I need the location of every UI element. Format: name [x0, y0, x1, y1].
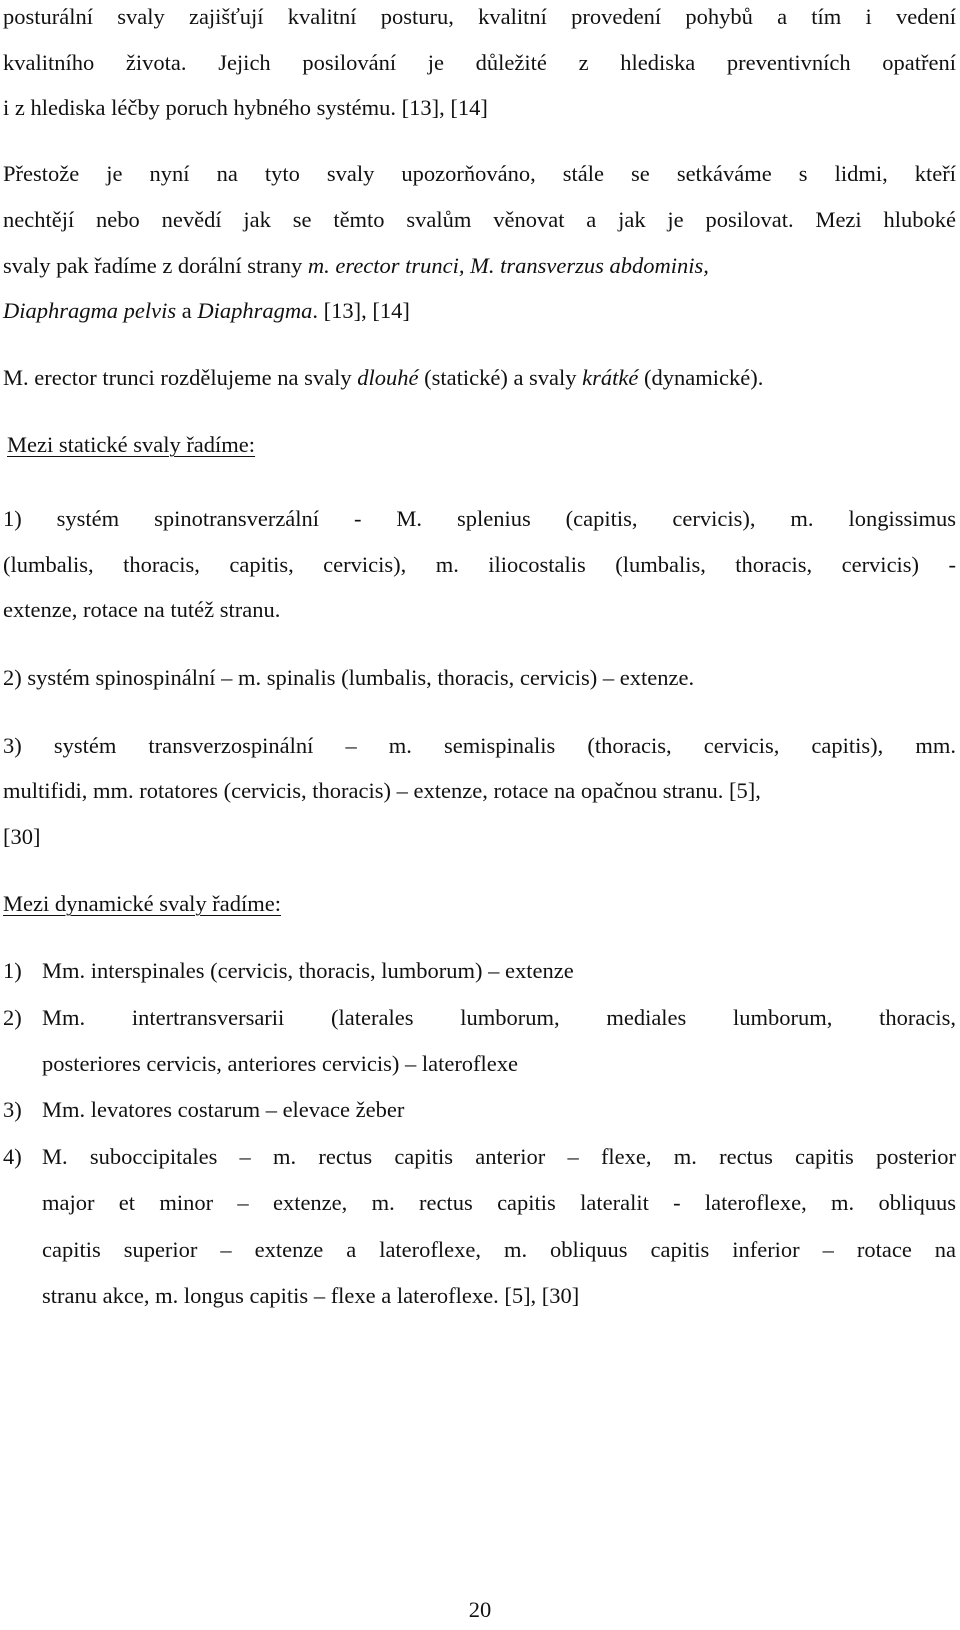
dynamic-item-2-line-1: Mm. intertransversarii (laterales lumborum, mediales lumborum, thoracis,: [42, 1005, 956, 1030]
static-item-1-line-1: 1) systém spinotransverzální - M. splenius (capitis, cervicis), m. longissimus: [3, 506, 956, 531]
dynamic-item-2-number: 2): [3, 1005, 22, 1030]
conjunction-text: a: [176, 298, 198, 323]
dynamic-muscles-heading: [3, 890, 956, 918]
muscle-names-italic: m. erector trunci, M. transverzus abdominis,: [307, 253, 709, 278]
static-muscles-heading: [7, 431, 960, 459]
paragraph-2-line-3-text: svaly pak řadíme z dorální strany: [3, 253, 308, 278]
dynamic-item-1-line-1: Mm. interspinales (cervicis, thoracis, lumborum) – extenze: [42, 958, 574, 983]
dynamic-item-1-number: 1): [3, 958, 22, 983]
paragraph-1-line-1: posturální svaly zajišťují kvalitní posturu, kvalitní provedení pohybů a tím i vedení: [3, 4, 956, 29]
static-item-3-line-1: 3) systém transverzospinální – m. semispinalis (thoracis, cervicis, capitis), mm.: [3, 733, 956, 758]
dynamic-item-4-line-3: capitis superior – extenze a lateroflexe, m. obliquus capitis inferior – rotace na: [42, 1237, 956, 1262]
static-item-1-line-3: extenze, rotace na tutéž stranu.: [3, 597, 281, 622]
dynamic-item-4-line-1: M. suboccipitales – m. rectus capitis anterior – flexe, m. rectus capitis posterior: [42, 1144, 956, 1169]
dynamic-muscles-heading-text: Mezi dynamické svaly řadíme:: [3, 891, 282, 916]
paragraph-2-line-2: nechtějí nebo nevědí jak se těmto svalům věnovat a jak je posilovat. Mezi hluboké: [3, 207, 956, 232]
dynamic-item-4-number: 4): [3, 1144, 22, 1169]
paragraph-3: [3, 364, 956, 392]
static-item-3-line-2: multifidi, mm. rotatores (cervicis, thoracis) – extenze, rotace na opačnou stranu. [5],: [3, 778, 761, 803]
page-number: 20: [468, 1597, 492, 1622]
dynamic-item-4-line-2: major et minor – extenze, m. rectus capitis lateralit - lateroflexe, m. obliquus: [42, 1190, 956, 1215]
paragraph-1-line-3: i z hlediska léčby poruch hybného systému. [13], [14]: [3, 95, 488, 120]
static-muscles-heading-text: Mezi statické svaly řadíme:: [7, 432, 256, 457]
paragraph-3-text-a: M. erector trunci rozdělujeme na svaly: [3, 365, 358, 390]
dynamic-item-2-line-2: posteriores cervicis, anteriores cervicis) – lateroflexe: [42, 1051, 519, 1076]
paragraph-2-line-4: [3, 297, 956, 325]
static-item-2-line-1: 2) systém spinospinální – m. spinalis (lumbalis, thoracis, cervicis) – extenze.: [3, 665, 695, 690]
paragraph-3-text-c: (statické) a svaly: [418, 365, 583, 390]
dynamic-item-3-line-1: Mm. levatores costarum – elevace žeber: [42, 1097, 405, 1122]
dlouhe-italic: dlouhé: [357, 365, 419, 390]
static-item-3-line-3: [30]: [3, 824, 41, 849]
dynamic-item-3-number: 3): [3, 1097, 22, 1122]
paragraph-2-line-3: [3, 252, 956, 280]
kratke-italic: krátké: [582, 365, 639, 390]
citation-text: . [13], [14]: [312, 298, 410, 323]
diaphragma-italic: Diaphragma: [197, 298, 313, 323]
paragraph-2-line-1: Přestože je nyní na tyto svaly upozorňováno, stále se setkáváme s lidmi, kteří: [3, 161, 956, 186]
dynamic-item-4-line-4: stranu akce, m. longus capitis – flexe a lateroflexe. [5], [30]: [42, 1283, 580, 1308]
paragraph-1-line-2: kvalitního života. Jejich posilování je důležité z hlediska preventivních opatření: [3, 50, 956, 75]
static-item-1-line-2: (lumbalis, thoracis, capitis, cervicis), m. iliocostalis (lumbalis, thoracis, cervicis) -: [3, 552, 956, 577]
paragraph-3-text-e: (dynamické).: [638, 365, 764, 390]
diaphragma-pelvis-italic: Diaphragma pelvis: [3, 298, 177, 323]
